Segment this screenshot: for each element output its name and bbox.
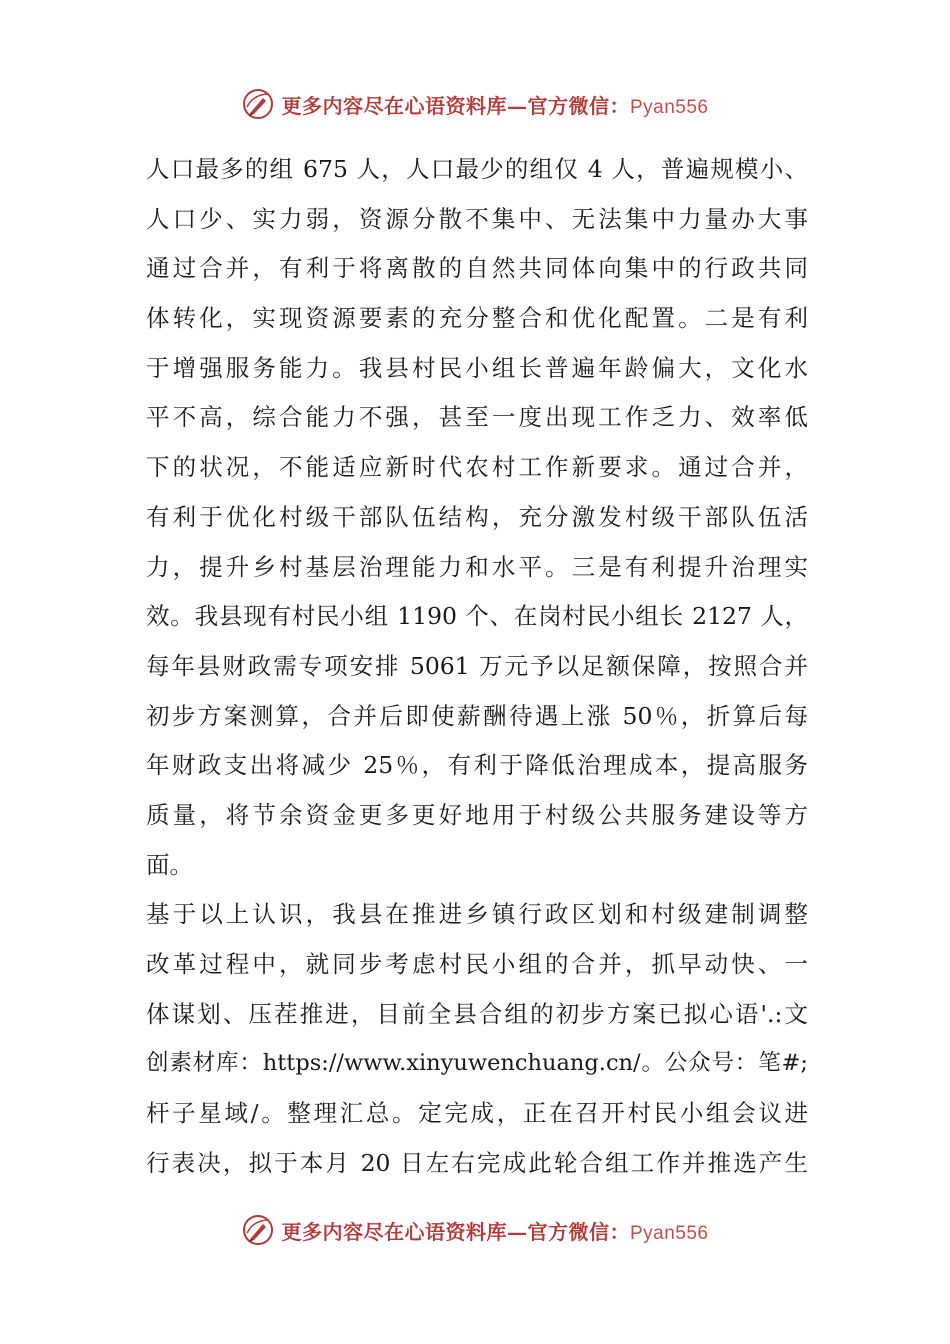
pen-logo-icon xyxy=(241,87,275,121)
pen-logo-icon xyxy=(241,1213,275,1247)
text-line: 改革过程中，就同步考虑村民小组的合并，抓早动快、一 xyxy=(146,950,808,978)
text-line: 效。我县现有村民小组 1190 个、在岗村民小组长 2127 人， xyxy=(146,602,808,631)
text-line: 面。 xyxy=(146,850,193,879)
text-line: 人口少、实力弱，资源分散不集中、无法集中力量办大事 xyxy=(146,204,808,233)
text-line: 通过合并，有利于将离散的自然共同体向集中的行政共同 xyxy=(146,254,808,283)
text-line: 下的状况，不能适应新时代农村工作新要求。通过合并， xyxy=(146,453,808,482)
header-banner xyxy=(0,84,950,124)
text-line: 于增强服务能力。我县村民小组长普遍年龄偏大，文化水 xyxy=(146,353,808,382)
text-line: 质量，将节余资金更多更好地用于村级公共服务建设等方 xyxy=(146,800,808,829)
text-line: 年财政支出将减少 25％，有利于降低治理成本，提高服务 xyxy=(146,751,808,780)
text-line: 杆子星域/。整理汇总。定完成，正在召开村民小组会议进 xyxy=(146,1099,808,1128)
header-brand-text: 更多内容尽在心语资料库—官方微信： xyxy=(281,93,630,118)
text-line: 体转化，实现资源要素的充分整合和优化配置。二是有利 xyxy=(146,304,808,333)
text-line: 初步方案测算，合并后即使薪酬待遇上涨 50％，折算后每 xyxy=(146,701,808,730)
footer-banner xyxy=(0,1210,950,1250)
footer-handle: Pyan556 xyxy=(629,1222,709,1244)
text-line: 体谋划、压茬推进，目前全县合组的初步方案已拟心语'.:文 xyxy=(146,999,808,1028)
document-body xyxy=(146,145,808,1188)
text-line: 创素材库：https://www.xinyuwenchuang.cn/。公众号：笔#; xyxy=(146,1050,808,1077)
footer-brand-text: 更多内容尽在心语资料库—官方微信： xyxy=(281,1219,630,1244)
text-line: 有利于优化村级干部队伍结构，充分激发村级干部队伍活 xyxy=(146,502,808,531)
text-line: 力，提升乡村基层治理能力和水平。三是有利提升治理实 xyxy=(146,552,808,581)
text-line: 每年县财政需专项安排 5061 万元予以足额保障，按照合并 xyxy=(146,651,808,680)
header-handle: Pyan556 xyxy=(629,96,709,118)
footer-brand xyxy=(281,1216,708,1245)
text-line: 基于以上认识，我县在推进乡镇行政区划和村级建制调整 xyxy=(146,900,808,929)
header-brand xyxy=(281,90,708,119)
text-line: 行表决，拟于本月 20 日左右完成此轮合组工作并推选产生 xyxy=(146,1148,808,1177)
text-line: 人口最多的组 675 人，人口最少的组仅 4 人，普遍规模小、 xyxy=(146,155,808,183)
text-line: 平不高，综合能力不强，甚至一度出现工作乏力、效率低 xyxy=(146,403,808,432)
